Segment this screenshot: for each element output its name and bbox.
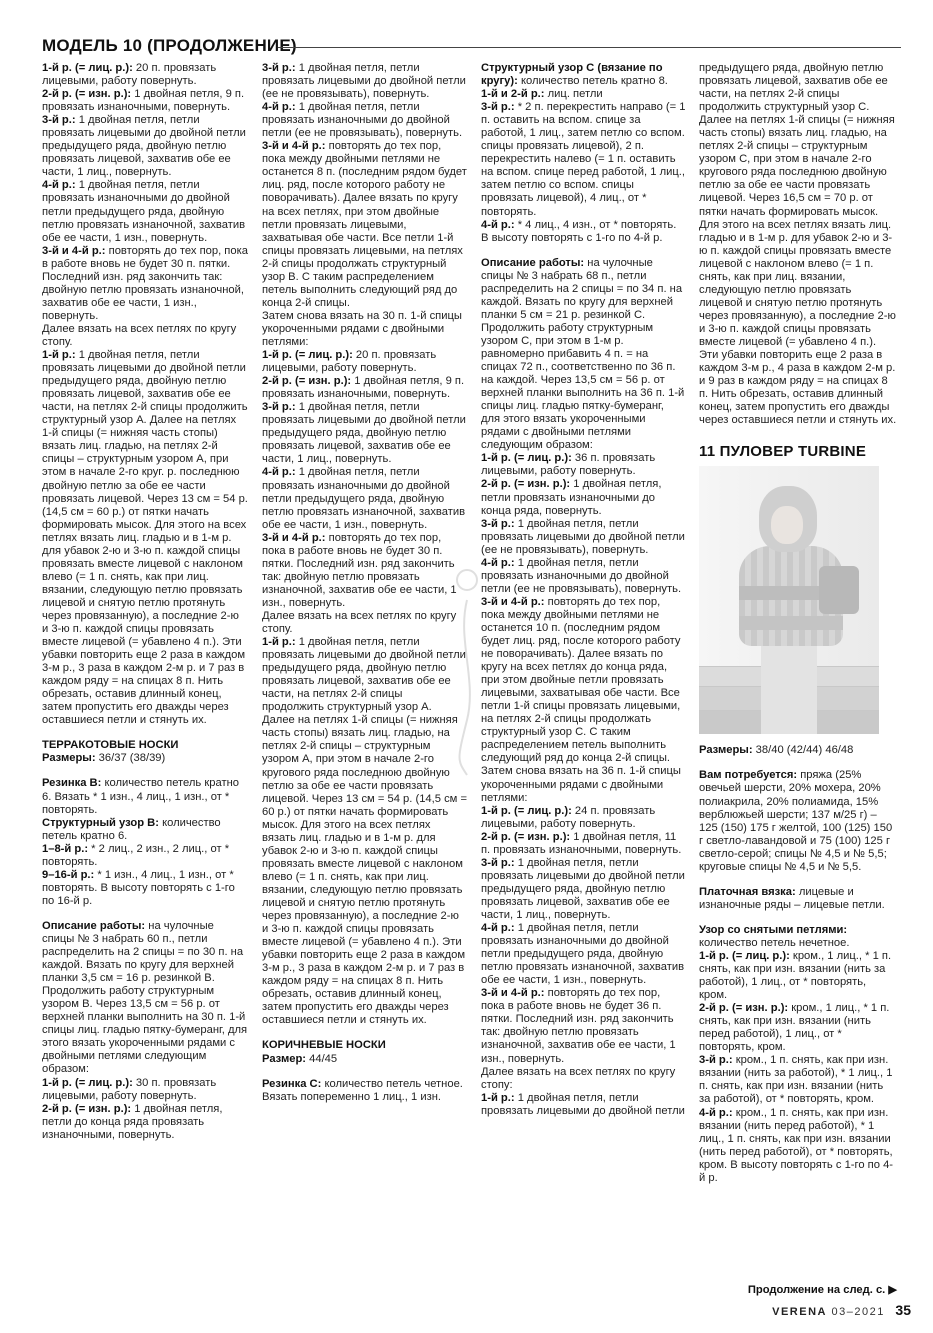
text-column-4: [699, 62, 897, 1185]
paragraph-text: Затем снова вязать на 30 п. 1-й спицы укороченными рядами с двойными петлями:: [262, 309, 462, 348]
paragraph: [42, 62, 248, 88]
paragraph-text: 1 двойная петля, петли провязать лицевыми до двойной петли: [481, 1091, 685, 1117]
row-label: 4-й р.:: [262, 101, 296, 114]
paragraph: [262, 1053, 467, 1066]
row-label: 3-й р.:: [262, 401, 296, 414]
paragraph-text: Далее вязать на всех петлях по кругу стопу:: [481, 1065, 676, 1091]
issue-number: 03–2021: [831, 1306, 885, 1318]
paragraph-text: лиц. петли: [544, 88, 603, 101]
row-label: Платочная вязка:: [699, 885, 796, 898]
paragraph: [481, 857, 686, 922]
paragraph: [42, 843, 248, 869]
paragraph-text: * 2 п. перекрестить направо (= 1 п. оставить на вспом. спице за работой, 1 лиц., затем петлю со вспом. спицы провязать лицевой), 2 п. перекрестить налево (= 1 п. оставить на вспом. спице перед работой, 1 лиц., затем петлю со вспом. спицы провязать лицевой), 4 лиц., от * повторять.: [481, 101, 686, 218]
paragraph-text: 1 двойная петля, петли провязать лицевыми до двойной петли (ее не провязывать), повернуть.: [262, 62, 466, 101]
paragraph-text: кром., 1 лиц., * 1 п. снять, как при изн. вязании (нить за работой), 1 лиц., от * повторять, кром.: [699, 949, 892, 1002]
row-label: Размеры:: [699, 744, 753, 757]
paragraph: [42, 1077, 248, 1103]
paragraph-text: 20 п. провязать лицевыми, работу повернуть.: [262, 349, 437, 375]
paragraph: [481, 88, 686, 101]
paragraph-text: повторять до тех пор, пока в работе вновь не будет 30 п. пятки. Последний изн. ряд закончить так: двойную петлю провязать изнаночной, захватив обе ее части, 1 изн., повернуть.: [262, 531, 457, 609]
continue-label: Продолжение на след. с.: [747, 1284, 886, 1296]
row-label: 4-й р.:: [481, 556, 515, 569]
row-label: 4-й р.:: [262, 466, 296, 479]
paragraph: [481, 257, 686, 453]
row-label: 4-й р.:: [481, 218, 515, 231]
paragraph: [42, 739, 248, 752]
paragraph: [481, 518, 686, 557]
paragraph: [699, 950, 897, 1002]
paragraph-text: на чулочные спицы № 3 набрать 68 п., петли распределить на 2 спицы = по 34 п. на каждой. Вязать по кругу для верхней планки 5 см = 21 р. резинкой С. Продолжить работу структурным узором С, при этом в 1-м р. равномерно прибавить 4 п. = на спицах 72 п., соответственно по 36 п. на каждой. Через 13,5 см = 56 р. от верхней планки выполнить на 36 п. 1-й спицы лиц. гладью пятку-бумеранг, для этого вязать укороченными рядами с двойными петлями следующим образом:: [481, 256, 685, 452]
model-photo: [699, 466, 879, 734]
paragraph: [699, 62, 897, 427]
header-rule: [278, 47, 901, 48]
paragraph-text: повторять до тех пор, пока в работе вновь не будет 30 п. пятки. Последний изн. ряд закончить так: двойную петлю провязать изнаночной, захватив обе ее части, 1 изн., повернуть.: [42, 244, 248, 322]
magazine-brand: VERENA: [772, 1306, 827, 1318]
paragraph-text: 20 п. провязать лицевыми, работу повернуть.: [42, 62, 217, 88]
paragraph: [262, 466, 467, 531]
paragraph-text: * 4 лиц., 4 изн., от * повторять. В высоту повторять с 1-го по 4-й р.: [481, 218, 677, 244]
row-label: Узор со снятыми петлями:: [699, 923, 848, 936]
row-label: 3-й р.:: [262, 62, 296, 74]
paragraph-text: 1 двойная петля, петли провязать лицевыми до двойной петли предыдущего ряда, двойную петлю провязать лицевой, захватив обе ее части, 1 лиц., повернуть.: [42, 114, 246, 179]
paragraph: [42, 777, 248, 816]
paragraph: [481, 101, 686, 218]
paragraph-text: 1 двойная петля, петли провязать лицевыми до двойной петли предыдущего ряда, двойную петлю провязать лицевой, захватив обе ее части, на петлях 2-й спицы продолжить структурный узор А. Далее на петлях 1-й спицы (= нижняя часть стопы) вязать лиц. гладью, на петлях 2-й спицы – структурным узором А, при этом в начале 2-го круг. р. последнюю двойную петлю за обе ее части провязать лицевой. Через 13 см = 54 р. (14,5 см = 60 р.) от пятки начать формировать мысок. Для этого на всех петлях вязать лиц. гладью и в 1-м р. для убавок 2-ю и 3-ю п. каждой спицы провязать вместе лицевой с наклоном влево (= 1 п. снять, как при лиц. вязании, следующую петлю провязать лицевой и снятую петлю протянуть через провязанную), а последние 2-ю и 3-ю п. каждой спицы провязать вместе лицевой (= убавлено 4 п.). Эти убавки повторить еще 2 раза в каждом 3-м р., 3 раза в каждом 2-м р. и 7 раз в каждом ряду = на спицах 8 п. Нить обрезать, оставив длинный конец, затем пропустить его дважды через оставшиеся петли и стянуть их.: [42, 349, 248, 727]
paragraph: [262, 636, 467, 1027]
row-label: 1–8-й р.:: [42, 842, 89, 855]
paragraph-text: лицевые и изнаночные ряды – лицевые петли.: [699, 885, 885, 911]
paragraph: [262, 310, 467, 349]
paragraph-text: 30 п. провязать лицевыми, работу повернуть.: [42, 1076, 217, 1102]
row-label: Описание работы:: [42, 919, 146, 932]
paragraph: [699, 886, 897, 912]
paragraph: [481, 62, 686, 88]
paragraph: [42, 179, 248, 244]
paragraph: [699, 1107, 897, 1185]
paragraph-text: количество петель кратно 8.: [517, 75, 668, 88]
paragraph-text: количество петель нечетное.: [699, 936, 850, 949]
paragraph-text: * 2 лиц., 2 изн., 2 лиц., от * повторять.: [42, 842, 230, 868]
row-label: 3-й и 4-й р.:: [262, 531, 326, 544]
paragraph-text: 1 двойная петля, петли до конца ряда провязать изнаночными, повернуть.: [42, 1102, 223, 1141]
row-label: 3-й и 4-й р.:: [481, 987, 545, 1000]
paragraph-text: повторять до тех пор, пока в работе вновь не будет 36 п. пятки. Последний изн. ряд закончить так: двойную петлю провязать изнаночной, захватив обе ее части, 1 изн., повернуть.: [481, 987, 676, 1065]
paragraph-text: 1 двойная петля, петли провязать изнаночными до конца ряда, повернуть.: [481, 478, 662, 517]
row-label: Резинка С:: [262, 1077, 322, 1090]
section-title: КОРИЧНЕВЫЕ НОСКИ: [262, 1039, 386, 1052]
paragraph: [42, 114, 248, 179]
row-label: Структурный узор В:: [42, 816, 159, 829]
row-label: 1-й р.:: [42, 349, 76, 362]
row-label: 1-й р. (= лиц. р.):: [42, 62, 133, 74]
paragraph: [42, 752, 248, 765]
row-label: 1-й и 2-й р.:: [481, 88, 545, 101]
paragraph-text: на чулочные спицы № 3 набрать 60 п., петли распределить на 2 спицы = по 30 п. на каждой. Вязать по кругу для верхней планки 3,5 см = 16 р. резинкой В. Продолжить работу структурным узором В. Через 13,5 см = 56 р. от верхней планки выполнить на 30 п. 1-й спицы лиц. гладью пятку-бумеранг, для этого вязать укороченными рядами с двойными петлями следующим образом:: [42, 919, 248, 1076]
row-label: 3-й и 4-й р.:: [481, 595, 545, 608]
paragraph-text: 1 двойная петля, петли провязать изнаночными до двойной петли (ее не провязывать), повернуть.: [481, 556, 682, 595]
row-label: 2-й р. (= изн. р.):: [262, 375, 352, 388]
paragraph: [699, 1002, 897, 1054]
paragraph: [699, 769, 897, 873]
paragraph: [262, 1078, 467, 1104]
page-header-title: МОДЕЛЬ 10 (ПРОДОЛЖЕНИЕ): [42, 36, 297, 55]
row-label: 2-й р. (= изн. р.):: [42, 1102, 132, 1115]
paragraph-text: кром., 1 лиц., * 1 п. снять, как при изн. вязании (нить перед работой), 1 лиц., от * повторять, кром.: [699, 1002, 890, 1054]
paragraph: [262, 101, 467, 140]
row-label: 1-й р. (= лиц. р.):: [481, 804, 572, 817]
page-number: 35: [895, 1302, 911, 1318]
section-title: ТЕРРАКОТОВЫЕ НОСКИ: [42, 739, 179, 752]
paragraph: [699, 744, 897, 757]
row-label: Резинка В:: [42, 777, 102, 790]
paragraph: [262, 532, 467, 610]
row-label: 3-й р.:: [699, 1054, 733, 1067]
paragraph: [481, 987, 686, 1065]
paragraph: [481, 831, 686, 857]
paragraph: [262, 1039, 467, 1052]
row-label: 2-й р. (= изн. р.):: [42, 88, 132, 101]
row-label: 1-й р.:: [481, 1091, 515, 1104]
paragraph-text: кром., 1 п. снять, как при изн. вязании (нить перед работой), * 1 лиц., 1 п. снять, как при изн. вязании (нить перед работой), от * повторять, кром. В высоту повторять с 1-го по 4-й р.: [699, 1106, 894, 1184]
paragraph: [481, 1066, 686, 1092]
row-label: Описание работы:: [481, 256, 585, 269]
page-footer: [772, 1302, 911, 1318]
row-label: 4-й р.:: [481, 922, 515, 935]
paragraph: [699, 924, 897, 950]
paragraph: [481, 452, 686, 478]
column-4-top-text: [699, 62, 897, 427]
paragraph: [262, 140, 467, 310]
paragraph: [262, 62, 467, 101]
row-label: Размеры:: [42, 752, 96, 765]
row-label: 1-й р.:: [262, 636, 296, 649]
row-label: 3-й р.:: [481, 856, 515, 869]
watermark-icon: [452, 560, 482, 780]
paragraph-text: 38/40 (42/44) 46/48: [752, 744, 854, 757]
backpack-icon: [819, 566, 859, 614]
paragraph: [481, 922, 686, 987]
paragraph-text: количество петель кратно 6. Вязать * 1 изн., 4 лиц., 1 изн., от * повторять.: [42, 777, 239, 816]
paragraph-text: Затем снова вязать на 36 п. 1-й спицы укороченными рядами с двойными петлями:: [481, 765, 681, 804]
arrow-right-icon: ▶: [888, 1284, 897, 1296]
paragraph-text: количество петель кратно 6.: [42, 816, 221, 842]
row-label: 1-й р. (= лиц. р.):: [42, 1076, 133, 1089]
paragraph: [42, 323, 248, 349]
paragraph-text: 1 двойная петля, петли провязать изнаночными до двойной петли (ее не провязывать), повернуть.: [262, 101, 463, 140]
paragraph-text: повторять до тех пор, пока между двойными петлями не останется 10 п. (последним рядом будет лиц. ряд, после которого работу не поворачивать). Далее вязать по кругу на всех петлях до конца ряда, при этом двойные петли провязать лицевыми, захватывая обе части. Все петли 1-й спицы провязать лицевыми, на петлях 2-й спицы продолжать структурный узор С. С таким распределением петель выполнить следующий ряд до конца 2-й спицы.: [481, 595, 681, 765]
paragraph: [481, 219, 686, 245]
paragraph: [42, 349, 248, 727]
paragraph: [481, 478, 686, 517]
row-label: 3-й р.:: [481, 517, 515, 530]
paragraph-text: 1 двойная петля, 9 п. провязать изнаночными, повернуть.: [262, 375, 465, 401]
paragraph: [42, 88, 248, 114]
paragraph-text: пряжа (25% овечьей шерсти, 20% мохера, 20% полиакрила, 20% полиамида, 15% верблюжьей шерсти; 137 м/25 г) – 125 (150) 175 г желтой, 100 (125) 150 г светло-лавандовой и 75 (100) 125 г светло-серой; спицы № 4,5 и № 5,5; круговые спицы № 4,5 и № 5,5.: [699, 769, 893, 873]
paragraph: [262, 349, 467, 375]
paragraph-text: 1 двойная петля, петли провязать изнаночными до двойной петли предыдущего ряда, двойную петлю провязать изнаночной, захватив обе ее части, 1 изн., повернуть.: [262, 466, 466, 531]
row-label: 1-й р. (= лиц. р.):: [481, 452, 572, 465]
paragraph-text: 1 двойная петля, петли провязать лицевыми до двойной петли предыдущего ряда, двойную петлю провязать лицевой, захватив обе ее части, 1 лиц., повернуть.: [262, 401, 466, 466]
row-label: Структурный узор С (вязание по кругу):: [481, 62, 663, 88]
paragraph-text: 1 двойная петля, петли провязать изнаночными до двойной петли предыдущего ряда, двойную петлю провязать изнаночной, захватив обе ее части, 1 изн., повернуть.: [42, 179, 246, 244]
paragraph: [42, 1103, 248, 1142]
paragraph-text: количество петель четное. Вязать попеременно 1 лиц., 1 изн.: [262, 1077, 463, 1103]
paragraph-text: 1 двойная петля, петли провязать лицевыми до двойной петли предыдущего ряда, двойную петлю провязать лицевой, захватив обе ее части, 1 лиц., повернуть.: [481, 856, 685, 921]
continue-note: [748, 1283, 897, 1296]
text-column-2: [262, 62, 467, 1104]
paragraph-text: * 1 изн., 4 лиц., 1 изн., от * повторять. В высоту повторять с 1-го по 16-й р.: [42, 868, 235, 907]
paragraph-text: Далее вязать на всех петлях по кругу стопу.: [42, 322, 237, 348]
paragraph: [262, 610, 467, 636]
row-label: 1-й р. (= лиц. р.):: [262, 349, 353, 362]
row-label: 3-й и 4-й р.:: [42, 244, 106, 257]
paragraph-text: 1 двойная петля, петли провязать лицевыми до двойной петли предыдущего ряда, двойную петлю провязать лицевой, захватив обе ее части, на петлях 2-й спицы продолжить структурный узор А. Далее на петлях 1-й спицы (= нижняя часть стопы) вязать лиц. гладью, на петлях 2-й спицы – структурным узором А, при этом в начале 2-го кругового ряда последнюю двойную петлю за обе ее части провязать лицевой. Через 13 см = 54 р. (14,5 см = 60 р.) от пятки начать формировать мысок. Для этого на всех петлях вязать лиц. гладью и в 1-м р. для убавок 2-ю и 3-ю п. каждой спицы провязать вместе лицевой с наклоном влево (= 1 п. снять, как при лиц. вязании, следующую петлю провязать лицевой и снятую петлю протянуть через провязанную), а последние 2-ю и 3-ю п. каждой спицы провязать вместе лицевой (= убавлено 4 п.). Эти убавки повторить еще 2 раза в каждом 3-м р., 3 раза в каждом 2-м р. и 7 раз в каждом ряду = на спицах 8 п. Нить обрезать, оставив длинный конец, затем пропустить его дважды через оставшиеся петли и стянуть их.: [262, 636, 468, 1027]
row-label: 3-й р.:: [42, 114, 76, 127]
paragraph: [42, 245, 248, 323]
row-label: 2-й р. (= изн. р.):: [481, 830, 571, 843]
row-label: 9–16-й р.:: [42, 868, 95, 881]
row-label: 2-й р. (= изн. р.):: [699, 1002, 789, 1015]
paragraph-text: 44/45: [306, 1052, 338, 1065]
row-label: 4-й р.:: [699, 1106, 733, 1119]
paragraph-text: 36 п. провязать лицевыми, работу повернуть.: [481, 452, 656, 478]
paragraph: [42, 817, 248, 843]
text-column-1: [42, 62, 248, 1142]
row-label: 3-й и 4-й р.:: [262, 140, 326, 153]
paragraph: [42, 869, 248, 908]
paragraph: [481, 557, 686, 596]
paragraph: [481, 596, 686, 766]
row-label: Размер:: [262, 1052, 307, 1065]
paragraph: [262, 401, 467, 466]
paragraph: [699, 1054, 897, 1106]
paragraph-text: кром., 1 п. снять, как при изн. вязании (нить за работой), * 1 лиц., 1 п. снять, как при изн. вязании (нить за работой), от * повторять, кром.: [699, 1054, 893, 1106]
row-label: 2-й р. (= изн. р.):: [481, 478, 571, 491]
paragraph: [481, 805, 686, 831]
model-11-title: 11 ПУЛОВЕР TURBINE: [699, 443, 867, 461]
paragraph-text: предыдущего ряда, двойную петлю провязать лицевой, захватив обе ее части, на петлях 2-й спицы продолжить структурный узор С. Далее на петлях 1-й спицы (= нижняя часть стопы) вязать лиц. гладью, на петлях 2-й спицы – структурным узором С, при этом в начале 2-го кругового ряда последнюю двойную петлю за обе ее части провязать лицевой. Через 16,5 см = 70 р. от пятки начать формировать мысок. Для этого на всех петлях вязать лиц. гладью и в 1-м р. для убавок 2-ю и 3-ю п. каждой спицы провязать вместе лицевой с наклоном влево (= 1 п. снять, как при лиц. вязании, следующую петлю провязать лицевой и снятую петлю протянуть через провязанную), а последние 2-ю и 3-ю п. каждой спицы провязать вместе лицевой (= убавлено 4 п.). Эти убавки повторить еще 2 раза в каждом 3-м р., 4 раза в каждом 2-м р. и 9 раз в каждом ряду = на спицах 8 п. Нить обрезать, оставив длинный конец, затем пропустить его дважды через оставшиеся петли и стянуть их.: [699, 62, 897, 427]
paragraph: [262, 375, 467, 401]
paragraph-text: 1 двойная петля, 9 п. провязать изнаночными, повернуть.: [42, 88, 245, 114]
paragraph-text: повторять до тех пор, пока между двойными петлями не останется 8 п. (последним рядом будет лиц. ряд, после которого работу не поворачивать). Далее вязать по кругу на всех петлях, при этом двойные петли провязать лицевыми, захватывая обе части. Все петли 1-й спицы провязать лицевыми, на петлях 2-й спицы продолжать структурный узор В. С таким распределением петель выполнить следующий ряд до конца 2-й спицы.: [262, 140, 467, 309]
paragraph: [42, 920, 248, 1077]
row-label: Вам потребуется:: [699, 769, 798, 782]
row-label: 1-й р. (= лиц. р.):: [699, 949, 790, 962]
row-label: 3-й р.:: [481, 101, 515, 114]
column-4-bottom-text: [699, 744, 897, 1184]
paragraph-text: 24 п. провязать лицевыми, работу повернуть.: [481, 804, 656, 830]
paragraph-text: 1 двойная петля, петли провязать лицевыми до двойной петли (ее не провязывать), повернуть.: [481, 517, 685, 556]
paragraph: [481, 765, 686, 804]
text-column-3: [481, 62, 686, 1118]
paragraph-text: 36/37 (38/39): [95, 752, 166, 765]
row-label: 4-й р.:: [42, 179, 76, 192]
paragraph-text: 1 двойная петля, петли провязать изнаночными до двойной петли предыдущего ряда, двойную петлю провязать изнаночной, захватив обе ее части, 1 изн., повернуть.: [481, 922, 685, 987]
paragraph-text: 1 двойная петля, 11 п. провязать изнаночными, повернуть.: [481, 830, 682, 856]
paragraph-text: Далее вязать на всех петлях по кругу стопу.: [262, 609, 457, 636]
paragraph: [481, 1092, 686, 1118]
